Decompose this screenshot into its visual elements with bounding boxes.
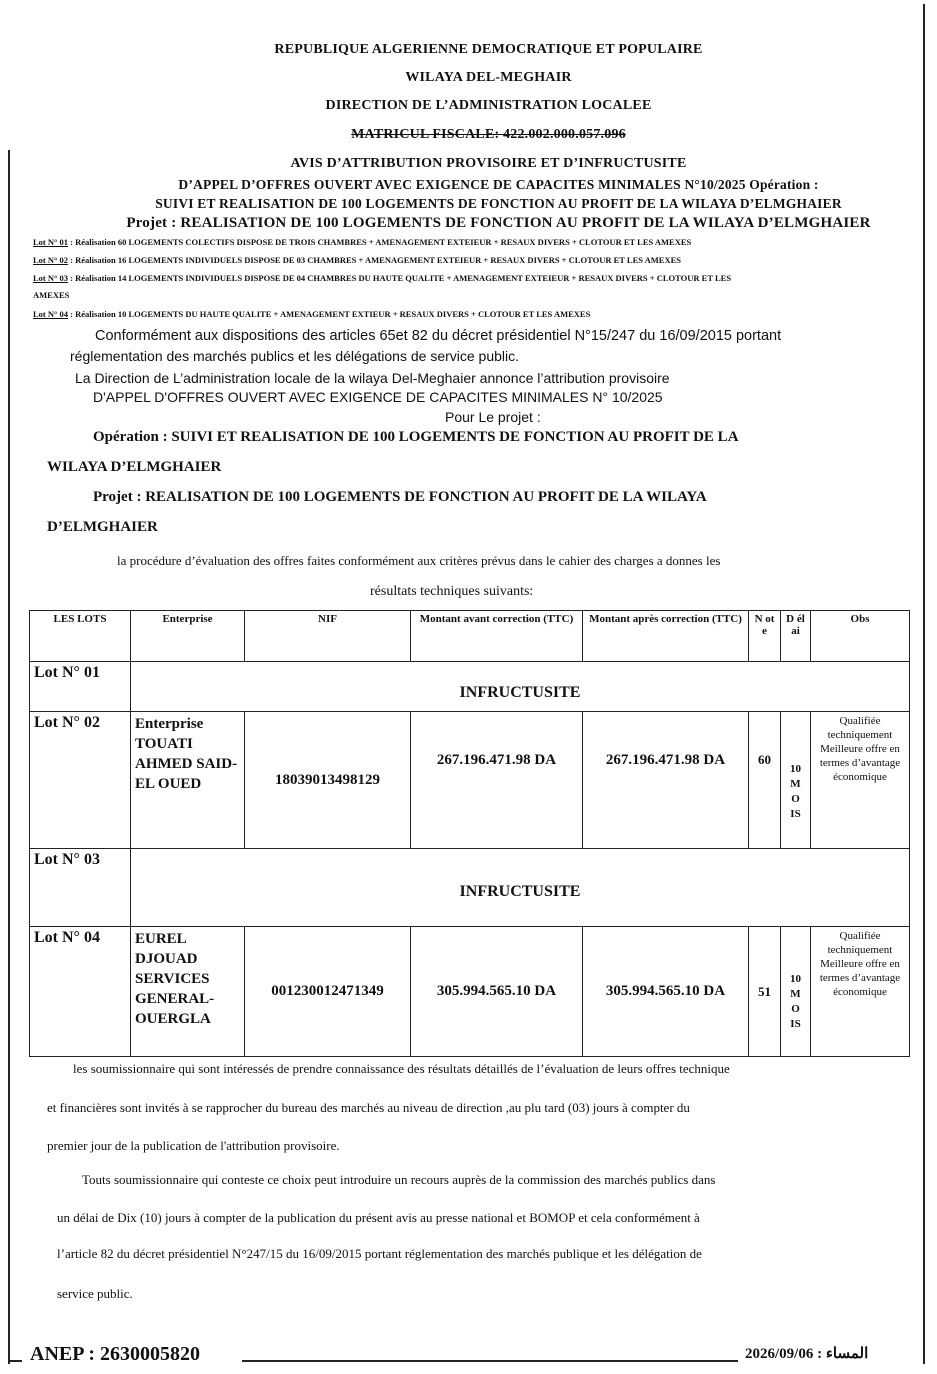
- intro-procedure-2: résultats techniques suivants:: [370, 584, 534, 599]
- title-avis: AVIS D’ATTRIBUTION PROVISOIRE ET D’INFRUCTUSITE: [290, 156, 687, 171]
- header-note: N ot e: [749, 611, 781, 662]
- anep-number: ANEP : 2630005820: [30, 1343, 200, 1365]
- montant-apres-cell: 305.994.565.10 DA: [583, 927, 749, 1057]
- nif-cell: 18039013498129: [245, 712, 411, 849]
- publication-date: 2026/09/06 : المساء: [745, 1346, 869, 1362]
- header-nif: NIF: [245, 611, 411, 662]
- header-enterprise: Enterprise: [131, 611, 245, 662]
- closing-1: les soumissionnaire qui sont intéressés de prendre connaissance des résultats détaillés de l’évaluation de leurs offres technique: [73, 1061, 730, 1076]
- header-montant-avant: Montant avant correction (TTC): [411, 611, 583, 662]
- title-operation: SUIVI ET REALISATION DE 100 LOGEMENTS DE FONCTION AU PROFIT DE LA WILAYA D’ELMGHAIER: [155, 196, 842, 211]
- intro-operation-1: Opération : SUIVI ET REALISATION DE 100 LOGEMENTS DE FONCTION AU PROFIT DE LA: [93, 429, 739, 445]
- lot-desc-02: Lot N° 02 : Réalisation 16 LOGEMENTS INDIVIDUELS DISPOSE DE 03 CHAMBRES + AMENAGEMENT EXTEIEUR + RESAUX DIVERS + CLOTOUR ET LES AMEXES: [33, 255, 681, 265]
- title-projet: Projet : REALISATION DE 100 LOGEMENTS DE FONCTION AU PROFIT DE LA WILAYA D’ELMGHAIER: [126, 215, 871, 231]
- table-row: [30, 712, 910, 849]
- closing-7: service public.: [57, 1286, 133, 1301]
- lot-cell: Lot N° 03: [30, 849, 131, 927]
- title-appel: D’APPEL D’OFFRES OUVERT AVEC EXIGENCE DE CAPACITES MINIMALES N°10/2025 Opération :: [178, 177, 819, 192]
- note-cell: 60: [749, 712, 781, 849]
- header-delai: D él ai: [781, 611, 811, 662]
- enterprise-cell: EUREL DJOUAD SERVICES GENERAL- OUERGLA: [131, 927, 245, 1057]
- table-row: [30, 849, 910, 927]
- lot-desc-01: Lot N° 01 : Réalisation 60 LOGEMENTS COLECTIFS DISPOSE DE TROIS CHAMBRES + AMENAGEMENT EXTEIEUR + RESAUX DIVERS + CLOTOUR ET LES AMEXES: [33, 237, 692, 247]
- footer-rule-left: [8, 1360, 22, 1362]
- header-republic: REPUBLIQUE ALGERIENNE DEMOCRATIQUE ET POPULAIRE: [274, 42, 703, 57]
- nif-cell: 001230012471349: [245, 927, 411, 1057]
- header-matricule: MATRICUL FISCALE: 422.002.000.057.096: [351, 127, 626, 142]
- footer-rule-mid: [242, 1360, 738, 1362]
- note-cell: 51: [749, 927, 781, 1057]
- lot-desc-04: Lot N° 04 : Réalisation 10 LOGEMENTS DU HAUTE QUALITE + AMENAGEMENT EXTIEUR + RESAUX DIVERS + CLOTOUR ET LES AMEXES: [33, 309, 591, 319]
- intro-p2: La Direction de L’administration locale de la wilaya Del-Meghaier annonce l’attribution provisoire: [75, 370, 670, 386]
- closing-5: un délai de Dix (10) jours à compter de la publication du présent avis au presse national et BOMOP et cela conformément à: [57, 1210, 700, 1225]
- lot-desc-03: Lot N° 03 : Réalisation 14 LOGEMENTS INDIVIDUELS DISPOSE DE 04 CHAMBRES DU HAUTE QUALITE + AMENAGEMENT EXTEIEUR + RESAUX DIVERS + CLOTOUR ET LES: [33, 273, 732, 283]
- closing-2: et financières sont invités à se rapprocher du bureau des marchés au niveau de direction ,au plu tard (03) jours à compter du: [47, 1100, 690, 1115]
- lot-desc-03-cont: AMEXES: [33, 290, 70, 300]
- header-wilaya: WILAYA DEL-MEGHAIR: [405, 70, 572, 85]
- obs-cell: Qualifiée techniquement Meilleure offre en termes d’avantage économique: [811, 712, 910, 849]
- enterprise-cell: Enterprise TOUATI AHMED SAID- EL OUED: [131, 712, 245, 849]
- status-cell: INFRUCTUSITE: [131, 662, 910, 712]
- closing-3: premier jour de la publication de l'attribution provisoire.: [47, 1138, 340, 1153]
- header-direction: DIRECTION DE L’ADMINISTRATION LOCALEE: [325, 98, 652, 113]
- montant-avant-cell: 305.994.565.10 DA: [411, 927, 583, 1057]
- montant-avant-cell: 267.196.471.98 DA: [411, 712, 583, 849]
- page-border-left: [8, 150, 10, 1364]
- intro-projet-1: Projet : REALISATION DE 100 LOGEMENTS DE FONCTION AU PROFIT DE LA WILAYA: [93, 489, 707, 505]
- intro-p4: Pour Le projet :: [445, 409, 541, 425]
- montant-apres-cell: 267.196.471.98 DA: [583, 712, 749, 849]
- table-row: [30, 662, 910, 712]
- lot-cell: Lot N° 02: [30, 712, 131, 849]
- lot-cell: Lot N° 01: [30, 662, 131, 712]
- lot-cell: Lot N° 04: [30, 927, 131, 1057]
- table-row: [30, 927, 910, 1057]
- table-header-row: [30, 611, 910, 662]
- delai-cell: 10 M O IS: [781, 712, 811, 849]
- closing-4: Touts soumissionnaire qui conteste ce choix peut introduire un recours auprès de la commission des marchés publics dans: [82, 1172, 716, 1187]
- intro-procedure-1: la procédure d’évaluation des offres faites conformément aux critères prévus dans le cahier des charges a donnes les: [117, 553, 721, 568]
- intro-p1b: réglementation des marchés publics et les délégations de service public.: [70, 348, 520, 364]
- results-table: [29, 610, 910, 1057]
- intro-operation-2: WILAYA D’ELMGHAIER: [47, 459, 222, 475]
- delai-cell: 10 M O IS: [781, 927, 811, 1057]
- header-obs: Obs: [811, 611, 910, 662]
- intro-p1a: Conformément aux dispositions des articles 65et 82 du décret présidentiel N°15/247 du 16/09/2015 portant: [95, 328, 782, 344]
- status-cell: INFRUCTUSITE: [131, 849, 910, 927]
- closing-6: l’article 82 du décret présidentiel N°247/15 du 16/09/2015 portant réglementation des marchés publique et les délégation de: [57, 1246, 702, 1261]
- header-montant-apres: Montant après correction (TTC): [583, 611, 749, 662]
- intro-projet-2: D’ELMGHAIER: [47, 519, 158, 535]
- intro-p3: D'APPEL D'OFFRES OUVERT AVEC EXIGENCE DE CAPACITES MINIMALES N° 10/2025: [93, 389, 663, 405]
- obs-cell: Qualifiée techniquement Meilleure offre en termes d’avantage économique: [811, 927, 910, 1057]
- header-lots: LES LOTS: [30, 611, 131, 662]
